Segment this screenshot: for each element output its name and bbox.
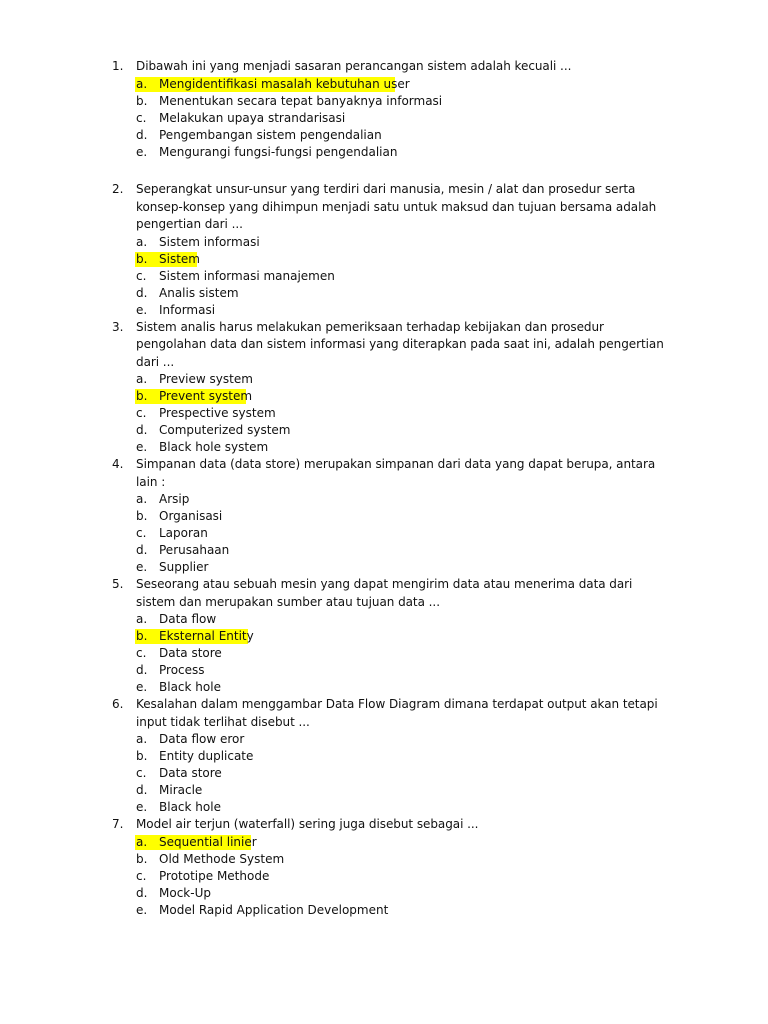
option-letter: b. xyxy=(136,94,148,108)
question-text: Kesalahan dalam menggambar Data Flow Diagram dimana terdapat output akan tetapi input tidak terlihat disebut ... xyxy=(136,697,658,729)
option-letter: e. xyxy=(136,302,148,317)
option-e xyxy=(0,679,768,696)
option-text: Sequential linier xyxy=(159,835,257,849)
option-c xyxy=(0,405,768,422)
option-b xyxy=(0,748,768,765)
option-text: Computerized system xyxy=(159,423,291,437)
option-text: Melakukan upaya strandarisasi xyxy=(159,111,346,125)
option-c xyxy=(0,110,768,127)
option-text: Laporan xyxy=(159,526,208,540)
option-text: Data flow xyxy=(159,612,217,626)
question-number: 5. xyxy=(112,577,124,591)
option-text: Eksternal Entity xyxy=(159,629,254,643)
option-text: Analis sistem xyxy=(159,285,239,300)
question-text: Simpanan data (data store) merupakan simpanan dari data yang dapat berupa, antara lain : xyxy=(136,457,656,489)
option-text: Data flow eror xyxy=(159,732,245,746)
question-1 xyxy=(0,58,768,161)
option-b xyxy=(0,851,768,868)
option-text: Prototipe Methode xyxy=(159,869,270,883)
option-text: Old Methode System xyxy=(159,852,285,866)
option-d xyxy=(0,127,768,144)
option-letter: a. xyxy=(136,372,148,386)
option-letter: b. xyxy=(136,629,148,643)
option-text: Informasi xyxy=(159,302,216,317)
option-letter: c. xyxy=(136,268,147,283)
question-number: 1. xyxy=(112,59,124,73)
option-text: Miracle xyxy=(159,783,203,797)
question-7 xyxy=(0,816,768,919)
question-number: 2. xyxy=(112,182,124,196)
option-d xyxy=(0,542,768,559)
option-text: Black hole xyxy=(159,680,221,694)
option-letter: b. xyxy=(136,749,148,763)
question-3 xyxy=(0,319,768,457)
option-letter: d. xyxy=(136,423,148,437)
question-text: Seseorang atau sebuah mesin yang dapat mengirim data atau menerima data dari sistem dan merupakan sumber atau tujuan data ... xyxy=(136,577,633,609)
option-a xyxy=(0,371,768,388)
option-letter: c. xyxy=(136,406,147,420)
question-4 xyxy=(0,456,768,576)
question-number: 4. xyxy=(112,457,124,471)
option-b xyxy=(0,93,768,110)
option-letter: a. xyxy=(136,612,148,626)
question-number: 6. xyxy=(112,697,124,711)
option-b xyxy=(0,508,768,525)
option-letter: a. xyxy=(136,732,148,746)
option-letter: e. xyxy=(136,145,148,159)
option-d xyxy=(0,662,768,679)
option-text: Model Rapid Application Development xyxy=(159,903,389,917)
option-d xyxy=(0,885,768,902)
question-text: Model air terjun (waterfall) sering juga disebut sebagai ... xyxy=(136,817,479,831)
option-letter: e. xyxy=(136,440,148,454)
option-letter: c. xyxy=(136,869,147,883)
option-c xyxy=(0,765,768,782)
option-letter: d. xyxy=(136,128,148,142)
option-c xyxy=(0,268,768,285)
option-text: Mengurangi fungsi-fungsi pengendalian xyxy=(159,145,398,159)
option-a xyxy=(0,731,768,748)
option-a xyxy=(0,234,768,251)
option-letter: a. xyxy=(136,492,148,506)
option-text: Menentukan secara tepat banyaknya informasi xyxy=(159,94,443,108)
option-a xyxy=(0,834,768,851)
option-letter: a. xyxy=(136,77,148,91)
option-letter: b. xyxy=(136,509,148,523)
option-d xyxy=(0,422,768,439)
option-text: Process xyxy=(159,663,205,677)
option-text: Organisasi xyxy=(159,509,223,523)
option-letter: b. xyxy=(136,852,148,866)
option-letter: d. xyxy=(136,285,148,300)
option-text: Mengidentifikasi masalah kebutuhan user xyxy=(159,77,410,91)
question-text: Seperangkat unsur-unsur yang terdiri dari manusia, mesin / alat dan prosedur serta konsep-konsep yang dihimpun menjadi satu untuk maksud dan tujuan bersama adalah pengertian dari ... xyxy=(136,182,657,231)
option-text: Prespective system xyxy=(159,406,276,420)
option-text: Black hole xyxy=(159,800,221,814)
option-b xyxy=(0,388,768,405)
quiz-document xyxy=(0,58,768,919)
option-d xyxy=(0,782,768,799)
option-letter: d. xyxy=(136,543,148,557)
option-letter: d. xyxy=(136,663,148,677)
question-text: Dibawah ini yang menjadi sasaran perancangan sistem adalah kecuali ... xyxy=(136,59,572,73)
option-text: Data store xyxy=(159,646,222,660)
option-letter: e. xyxy=(136,903,148,917)
option-text: Sistem xyxy=(159,251,200,266)
option-text: Mock-Up xyxy=(159,886,211,900)
option-letter: e. xyxy=(136,560,148,574)
option-text: Sistem informasi xyxy=(159,234,260,249)
option-c xyxy=(0,868,768,885)
option-e xyxy=(0,559,768,576)
option-e xyxy=(0,439,768,456)
option-a xyxy=(0,491,768,508)
option-letter: a. xyxy=(136,835,148,849)
option-text: Perusahaan xyxy=(159,543,230,557)
option-e xyxy=(0,302,768,319)
option-text: Arsip xyxy=(159,492,190,506)
option-letter: e. xyxy=(136,680,148,694)
question-6 xyxy=(0,696,768,816)
option-b xyxy=(0,251,768,268)
question-5 xyxy=(0,576,768,696)
option-c xyxy=(0,525,768,542)
option-letter: c. xyxy=(136,646,147,660)
question-number: 7. xyxy=(112,817,124,831)
option-letter: b. xyxy=(136,389,148,403)
option-letter: c. xyxy=(136,766,147,780)
option-letter: b. xyxy=(136,251,148,266)
option-text: Supplier xyxy=(159,560,209,574)
option-text: Black hole system xyxy=(159,440,269,454)
option-letter: a. xyxy=(136,234,148,249)
option-text: Pengembangan sistem pengendalian xyxy=(159,128,382,142)
option-text: Entity duplicate xyxy=(159,749,254,763)
option-e xyxy=(0,902,768,919)
option-letter: d. xyxy=(136,886,148,900)
option-d xyxy=(0,285,768,302)
option-a xyxy=(0,611,768,628)
option-letter: c. xyxy=(136,526,147,540)
option-a xyxy=(0,76,768,93)
question-2 xyxy=(0,181,768,319)
question-text: Sistem analis harus melakukan pemeriksaan terhadap kebijakan dan prosedur pengolahan data dan sistem informasi yang diterapkan pada saat ini, adalah pengertian dari ... xyxy=(136,319,664,369)
question-number: 3. xyxy=(112,319,124,334)
option-letter: d. xyxy=(136,783,148,797)
option-e xyxy=(0,144,768,161)
option-text: Data store xyxy=(159,766,222,780)
option-text: Preview system xyxy=(159,372,253,386)
spacer xyxy=(0,161,768,181)
option-c xyxy=(0,645,768,662)
option-b xyxy=(0,628,768,645)
option-text: Sistem informasi manajemen xyxy=(159,268,335,283)
option-text: Prevent system xyxy=(159,389,253,403)
option-e xyxy=(0,799,768,816)
option-letter: c. xyxy=(136,111,147,125)
option-letter: e. xyxy=(136,800,148,814)
